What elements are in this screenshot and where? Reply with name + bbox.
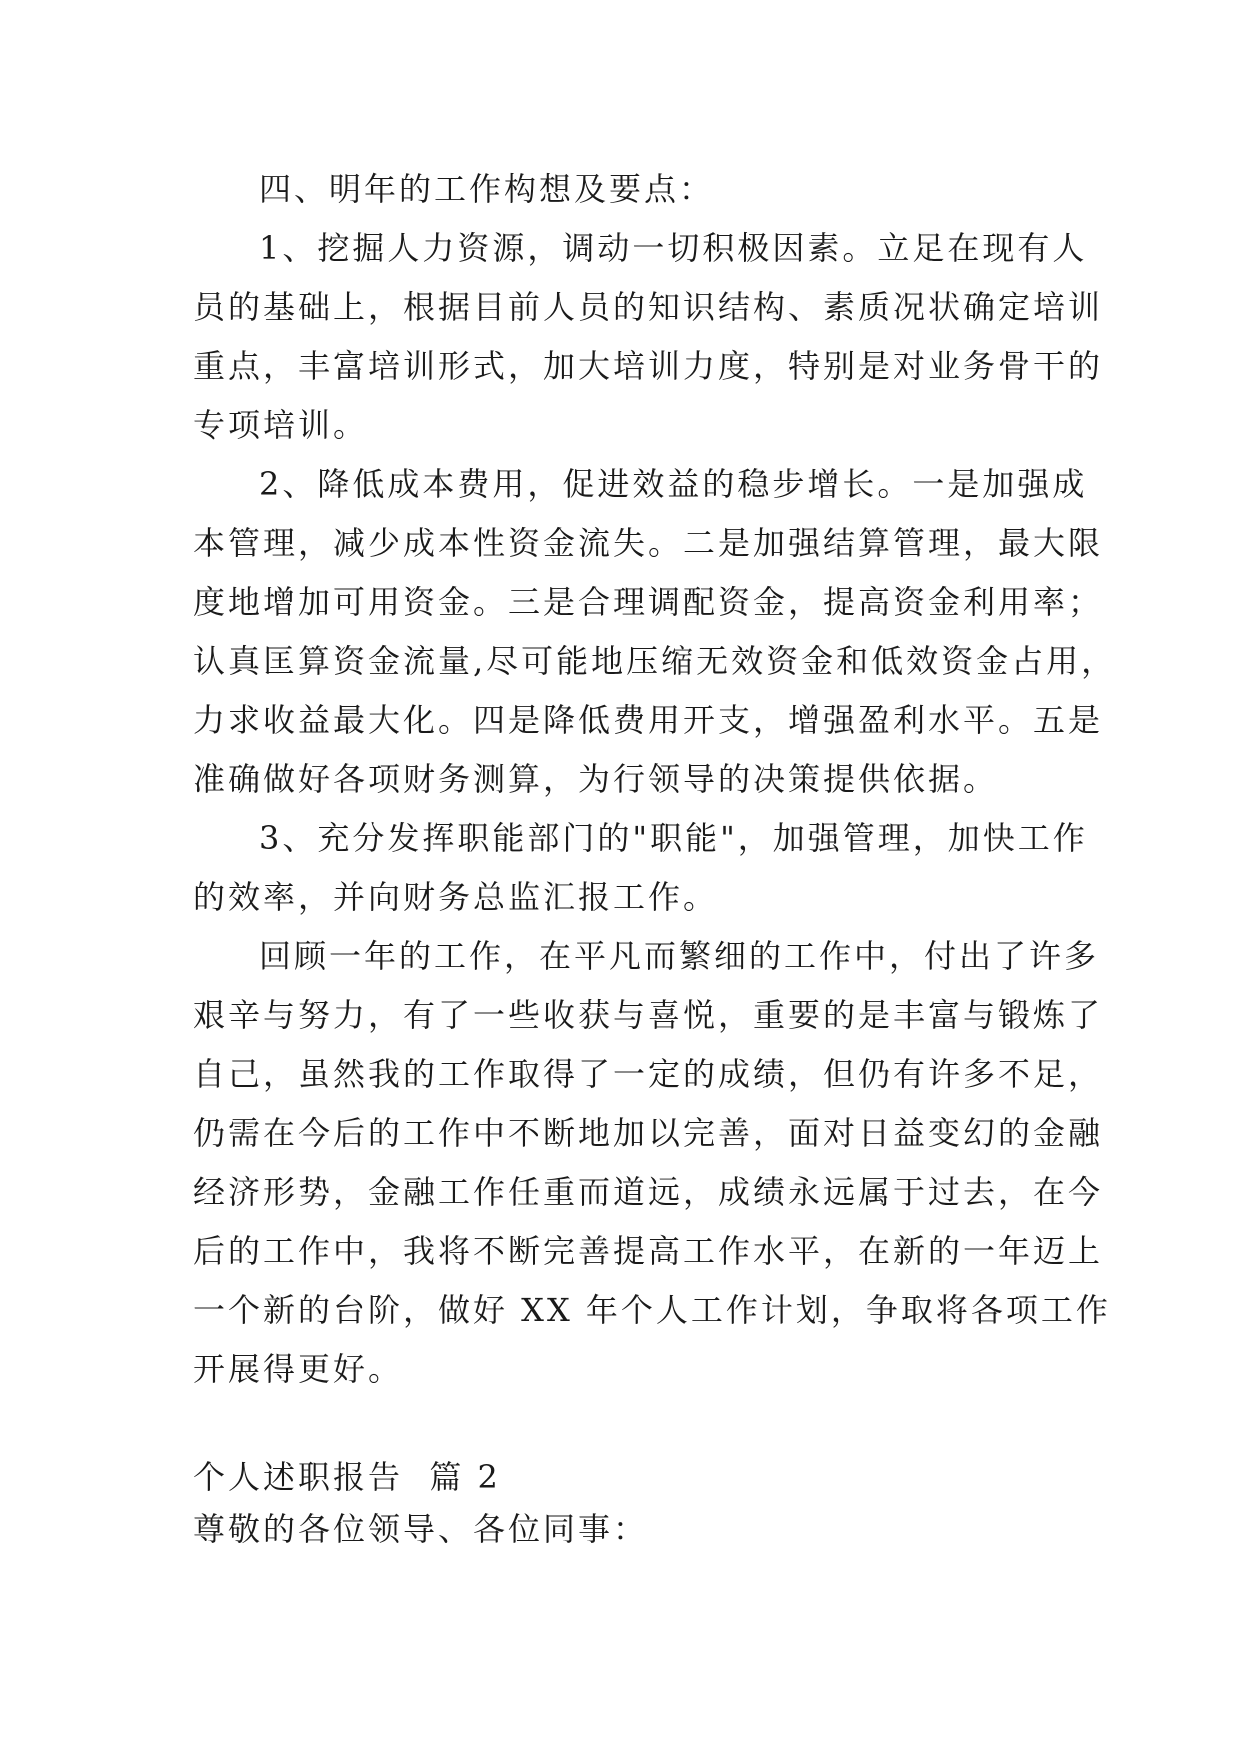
section-spacer xyxy=(193,1399,1053,1451)
paragraph-line: 回顾一年的工作，在平凡而繁细的工作中，付出了许多 xyxy=(259,937,1100,975)
paragraph-line: 后的工作中，我将不断完善提高工作水平，在新的一年迈上 xyxy=(193,1232,1104,1270)
paragraph-line: 开展得更好。 xyxy=(193,1350,404,1388)
paragraph-line: 的效率，并向财务总监汇报工作。 xyxy=(193,878,719,916)
paragraph-line: 3、充分发挥职能部门的"职能"，加强管理，加快工作 xyxy=(259,819,1088,857)
paragraph-line: 1、挖掘人力资源，调动一切积极因素。立足在现有人 xyxy=(259,229,1088,267)
paragraph-line: 经济形势，金融工作任重而道远，成绩永远属于过去，在今 xyxy=(193,1173,1104,1211)
paragraph-line: 艰辛与努力，有了一些收获与喜悦，重要的是丰富与锻炼了 xyxy=(193,996,1104,1034)
paragraph-line: 准确做好各项财务测算，为行领导的决策提供依据。 xyxy=(193,760,999,798)
paragraph-line: 力求收益最大化。四是降低费用开支，增强盈利水平。五是 xyxy=(193,701,1104,739)
paragraph-line: 自己，虽然我的工作取得了一定的成绩，但仍有许多不足， xyxy=(193,1055,1104,1093)
paragraph-line: 认真匡算资金流量,尽可能地压缩无效资金和低效资金占用， xyxy=(193,642,1117,680)
paragraph-line: 度地增加可用资金。三是合理调配资金，提高资金利用率； xyxy=(193,583,1104,621)
paragraph-line: 一个新的台阶，做好 XX 年个人工作计划，争取将各项工作 xyxy=(193,1291,1111,1329)
paragraph-line: 2、降低成本费用，促进效益的稳步增长。一是加强成 xyxy=(259,465,1088,503)
paragraph-line: 重点，丰富培训形式，加大培训力度，特别是对业务骨干的 xyxy=(193,347,1104,385)
salutation: 尊敬的各位领导、各位同事： xyxy=(193,1510,649,1548)
paragraph-line: 专项培训。 xyxy=(193,406,369,444)
paragraph-line: 员的基础上，根据目前人员的知识结构、素质况状确定培训 xyxy=(193,288,1104,326)
paragraph-heading: 四、明年的工作构想及要点： xyxy=(259,170,715,208)
section-title: 个人述职报告 篇 2 xyxy=(193,1458,501,1496)
paragraph-line: 本管理，减少成本性资金流失。二是加强结算管理，最大限 xyxy=(193,524,1104,562)
paragraph-line: 仍需在今后的工作中不断地加以完善，面对日益变幻的金融 xyxy=(193,1114,1104,1152)
document-body xyxy=(193,160,1117,1555)
